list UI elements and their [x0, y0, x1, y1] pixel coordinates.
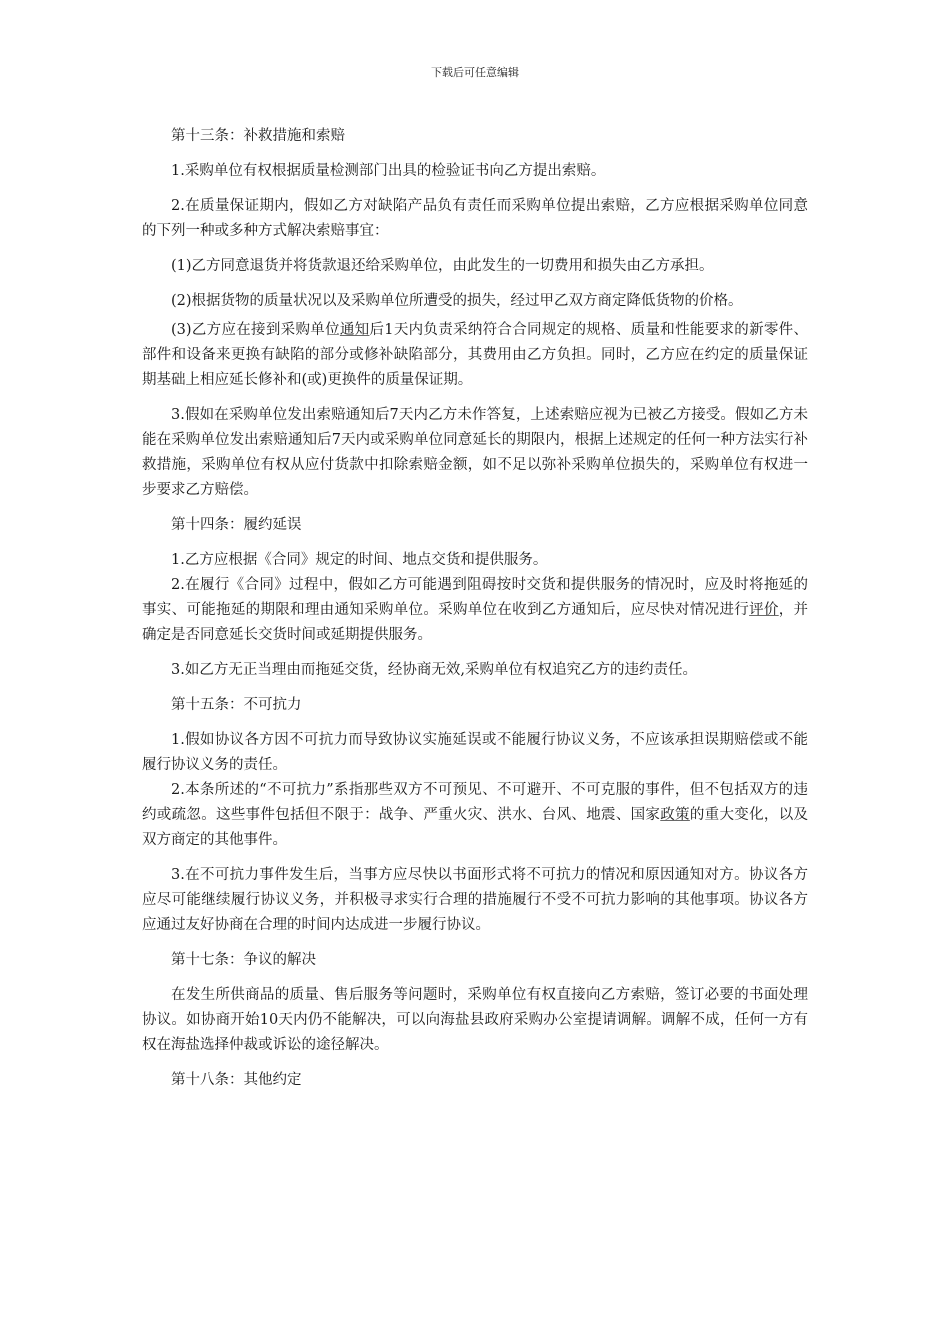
article-15-clause-3: 3.在不可抗力事件发生后，当事方应尽快以书面形式将不可抗力的情况和原因通知对方。协议各方应尽可能继续履行协议义务，并积极寻求实行合理的措施履行不受不可抗力影响的其他事项。协议各方应通过友好协商在合理的时间内达成进一步履行协议。 — [142, 867, 808, 933]
article-13-option-2: (2)根据货物的质量状况以及采购单位所遭受的损失，经过甲乙双方商定降低货物的价格。 — [171, 293, 743, 309]
article-13-clause-1: 1.采购单位有权根据质量检测部门出具的检验证书向乙方提出索赔。 — [171, 163, 606, 179]
article-13-option-3 — [142, 318, 808, 393]
article-14-clause-3: 3.如乙方无正当理由而拖延交货，经协商无效,采购单位有权追究乙方的违约责任。 — [171, 662, 697, 678]
text-segment: 的重大变化，以及双方商定的其他事件。 — [142, 807, 809, 848]
article-17-clause-1: 在发生所供商品的质量、售后服务等问题时，采购单位有权直接向乙方索赔，签订必要的书面处理协议。如协商开始10天内仍不能解决，可以向海盐县政府采购办公室提请调解。调解不成，任何一方有权在海盐选择仲裁或诉讼的途径解决。 — [142, 987, 808, 1053]
article-13-clause-2: 2.在质量保证期内，假如乙方对缺陷产品负有责任而采购单位提出索赔，乙方应根据采购单位同意的下列一种或多种方式解决索赔事宜： — [142, 198, 808, 239]
article-14-title: 第十四条：履约延误 — [171, 517, 302, 533]
page-header: 下载后可任意编辑 — [431, 66, 519, 79]
text-segment: 后1天内负责采纳符合合同规定的规格、质量和性能要求的新零件、部件和设备来更换有缺陷的部分或修补缺陷部分，其费用由乙方负担。同时，乙方应在约定的质量保证期基础上相应延长修补和(或)更换件的质量保证期。 — [142, 322, 808, 388]
article-17-title: 第十七条：争议的解决 — [171, 952, 316, 968]
text-segment: ，并确定是否同意延长交货时间或延期提供服务。 — [142, 602, 809, 643]
article-14-clause-2 — [142, 573, 808, 648]
text-segment: (3)乙方应在接到采购单位 — [171, 322, 340, 338]
notice-link[interactable]: 通知 — [339, 322, 370, 338]
policy-link[interactable]: 政策 — [660, 807, 690, 823]
article-13-option-1: (1)乙方同意退货并将货款退还给采购单位，由此发生的一切费用和损失由乙方承担。 — [171, 258, 714, 274]
text-segment: 2.在履行《合同》过程中，假如乙方可能遇到阻碍按时交货和提供服务的情况时，应及时将拖延的事实、可能拖延的期限和理由通知采购单位。采购单位在收到乙方通知后，应尽快对情况进行 — [142, 577, 808, 618]
article-15-clause-1: 1.假如协议各方因不可抗力而导致协议实施延误或不能履行协议义务，不应该承担误期赔偿或不能履行协议义务的责任。 — [142, 732, 808, 773]
article-18-title: 第十八条：其他约定 — [171, 1072, 302, 1088]
document-body — [142, 124, 808, 1093]
article-14-clause-1: 1.乙方应根据《合同》规定的时间、地点交货和提供服务。 — [171, 552, 548, 568]
article-13-title: 第十三条：补救措施和索赔 — [171, 128, 345, 144]
article-15-clause-2 — [142, 778, 808, 853]
article-15-title: 第十五条：不可抗力 — [171, 697, 302, 713]
text-segment: 2.本条所述的“不可抗力”系指那些双方不可预见、不可避开、不可克服的事件，但不包括双方的违约或疏忽。这些事件包括但不限于：战争、严重火灾、洪水、台风、地震、国家 — [142, 782, 808, 823]
evaluation-link[interactable]: 评价 — [749, 602, 779, 618]
article-13-clause-3: 3.假如在采购单位发出索赔通知后7天内乙方未作答复，上述索赔应视为已被乙方接受。假如乙方未能在采购单位发出索赔通知后7天内或采购单位同意延长的期限内，根据上述规定的任何一种方法实行补救措施，采购单位有权从应付货款中扣除索赔金额，如不足以弥补采购单位损失的，采购单位有权进一步要求乙方赔偿。 — [142, 407, 808, 498]
